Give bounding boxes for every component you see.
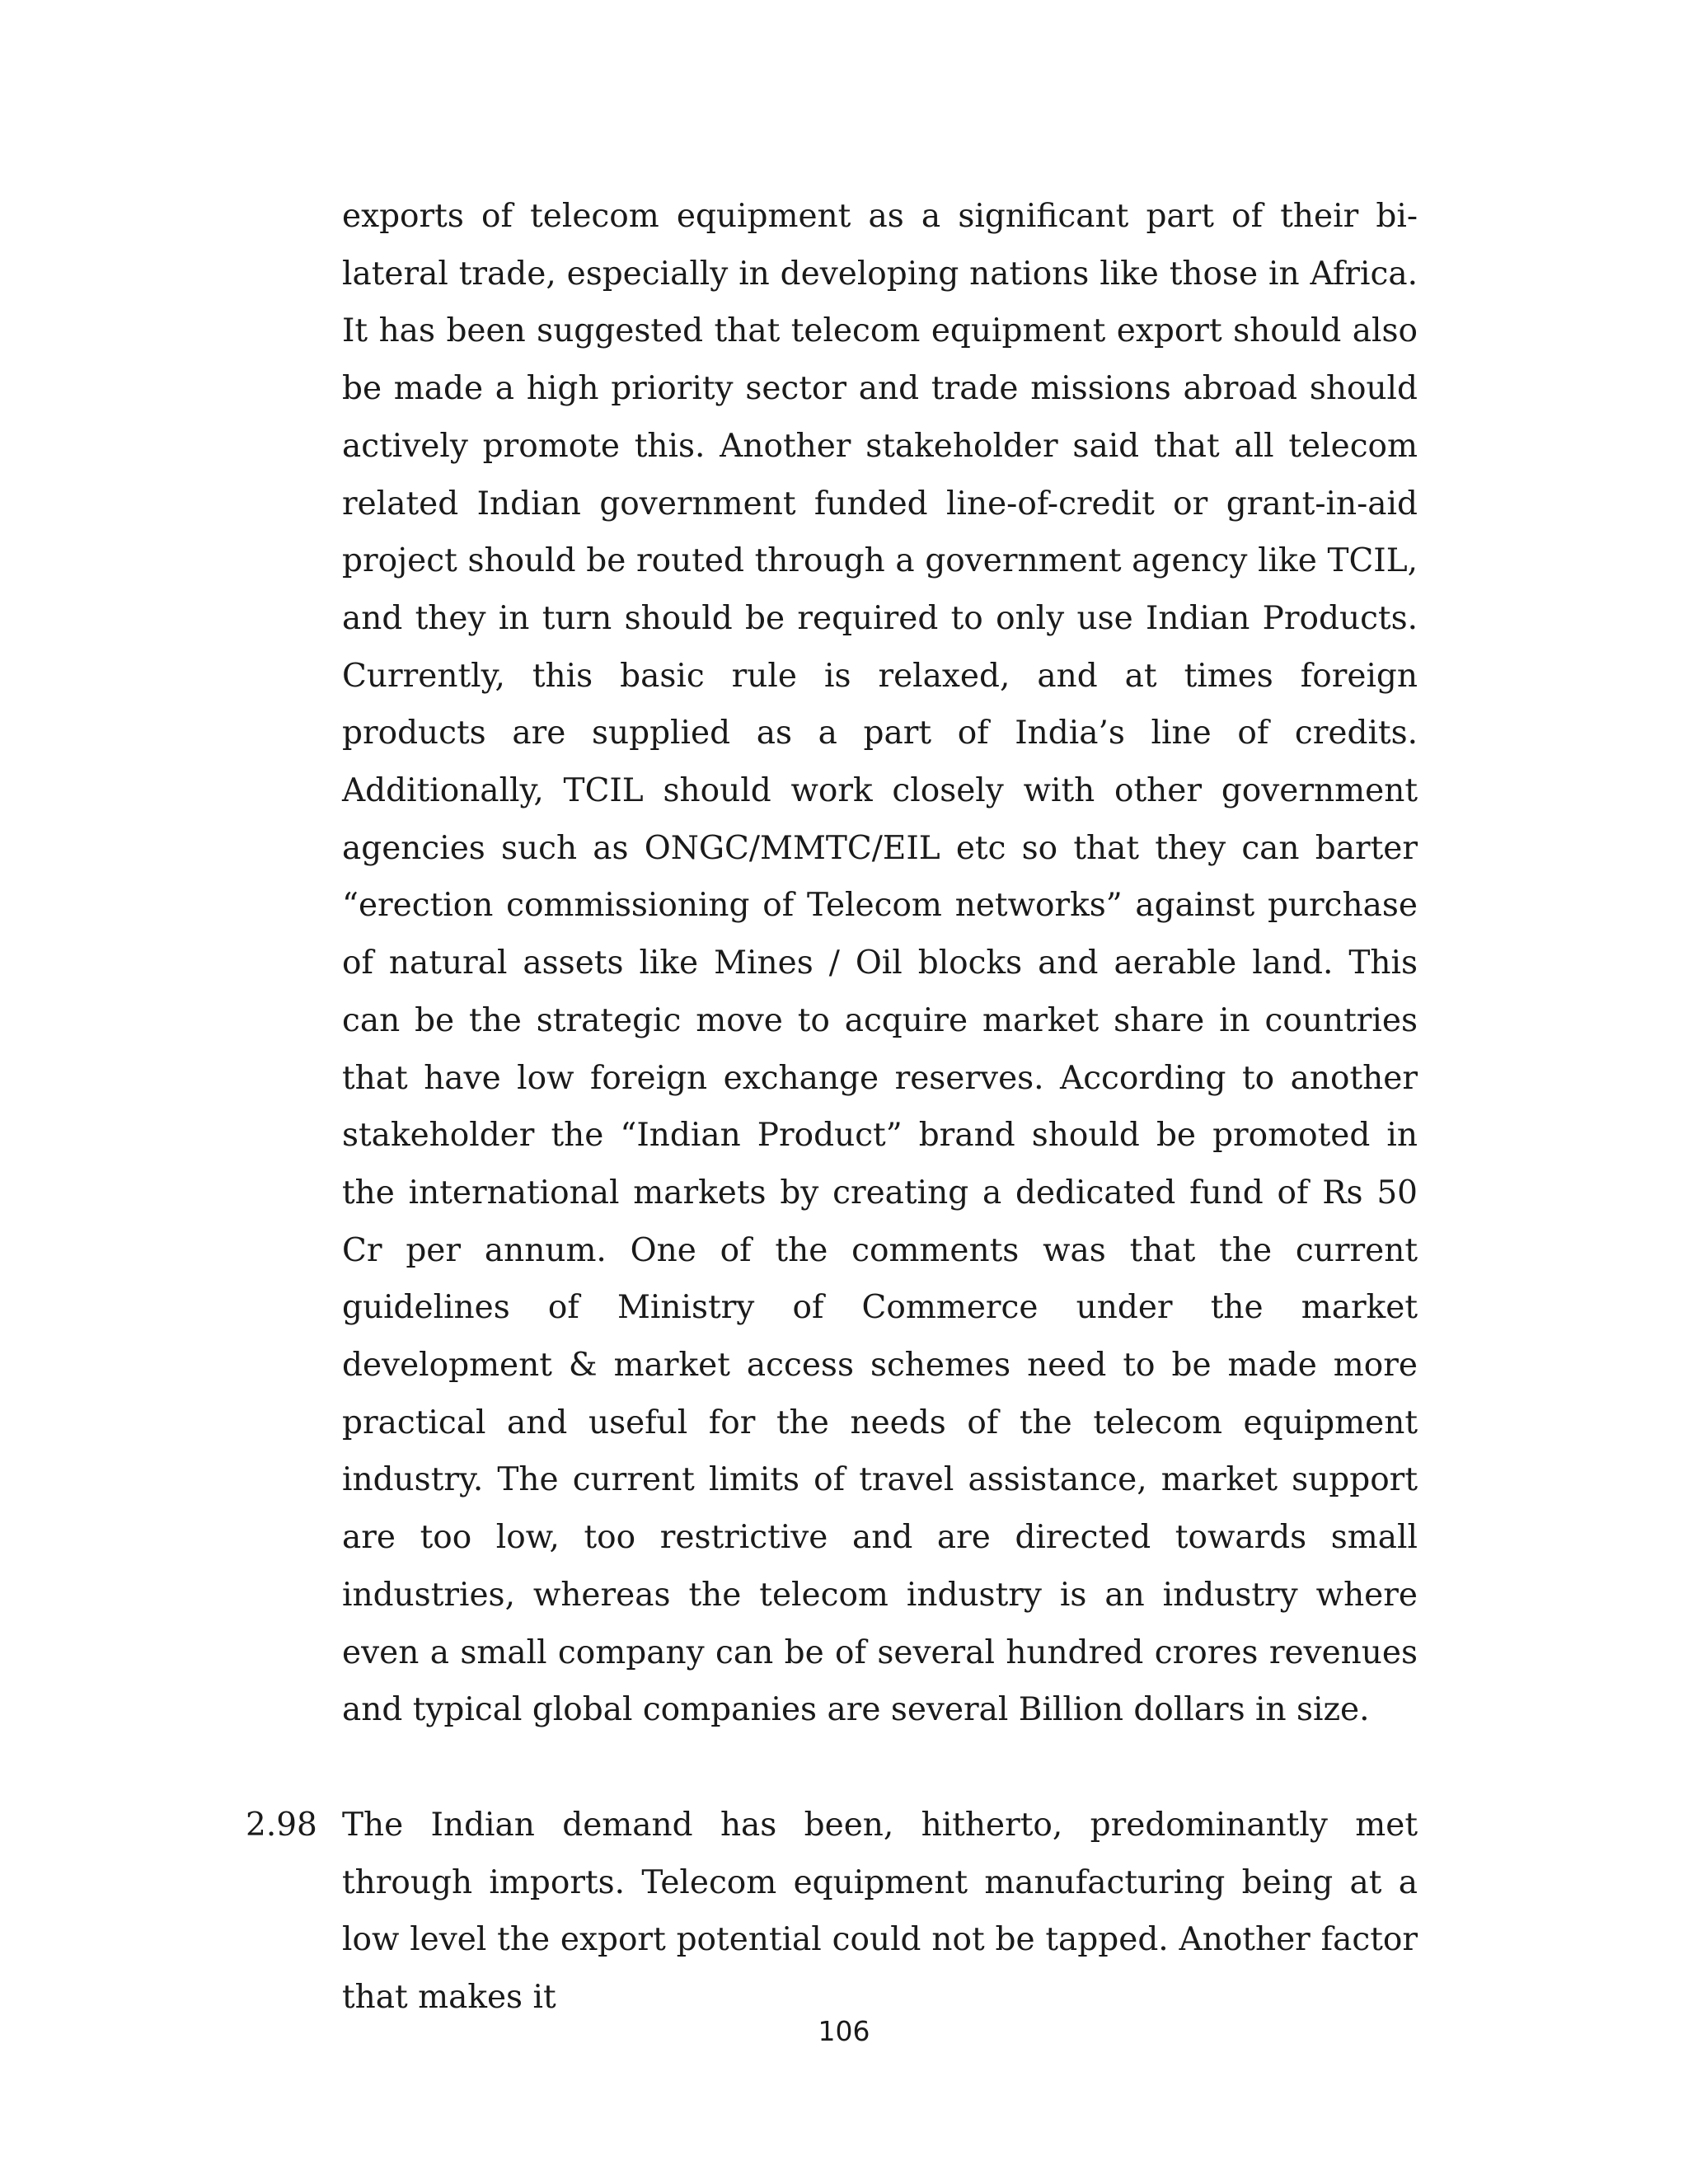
page-number: 106	[818, 2015, 870, 2047]
section-number: 2.98	[246, 1807, 317, 1844]
continued-paragraph: exports of telecom equipment as a significant part of their bi-lateral trade, especially in developing nations like those in Africa. It has been suggested that telecom equipment export should also be made a high priority sector and trade missions abroad should actively promote this. Another stakeholder said that all telecom related Indian government funded line-of-credit or grant-in-aid project should be routed through a government agency like TCIL, and they in turn should be required to only use Indian Products. Currently, this basic rule is relaxed, and at times foreign products are supplied as a part of India’s line of credits. Additionally, TCIL should work closely with other government agencies such as ONGC/MMTC/EIL etc so that they can barter “erection commissioning of Telecom networks” against purchase of natural assets like Mines / Oil blocks and aerable land. This can be the strategic move to acquire market share in countries that have low foreign exchange reserves. According to another stakeholder the “Indian Product” brand should be promoted in the international markets by creating a dedicated fund of Rs 50 Cr per annum. One of the comments was that the current guidelines of Ministry of Commerce under the market development & market access schemes need to be made more practical and useful for the needs of the telecom equipment industry. The current limits of travel assistance, market support are too low, too restrictive and are directed towards small industries, whereas the telecom industry is an industry where even a small company can be of several hundred crores revenues and typical global companies are several Billion dollars in size.	[342, 198, 1418, 1729]
section-paragraph: The Indian demand has been, hitherto, predominantly met through imports. Telecom equipment manufacturing being at a low level the export potential could not be tapped. Another factor that makes it	[342, 1807, 1418, 2017]
